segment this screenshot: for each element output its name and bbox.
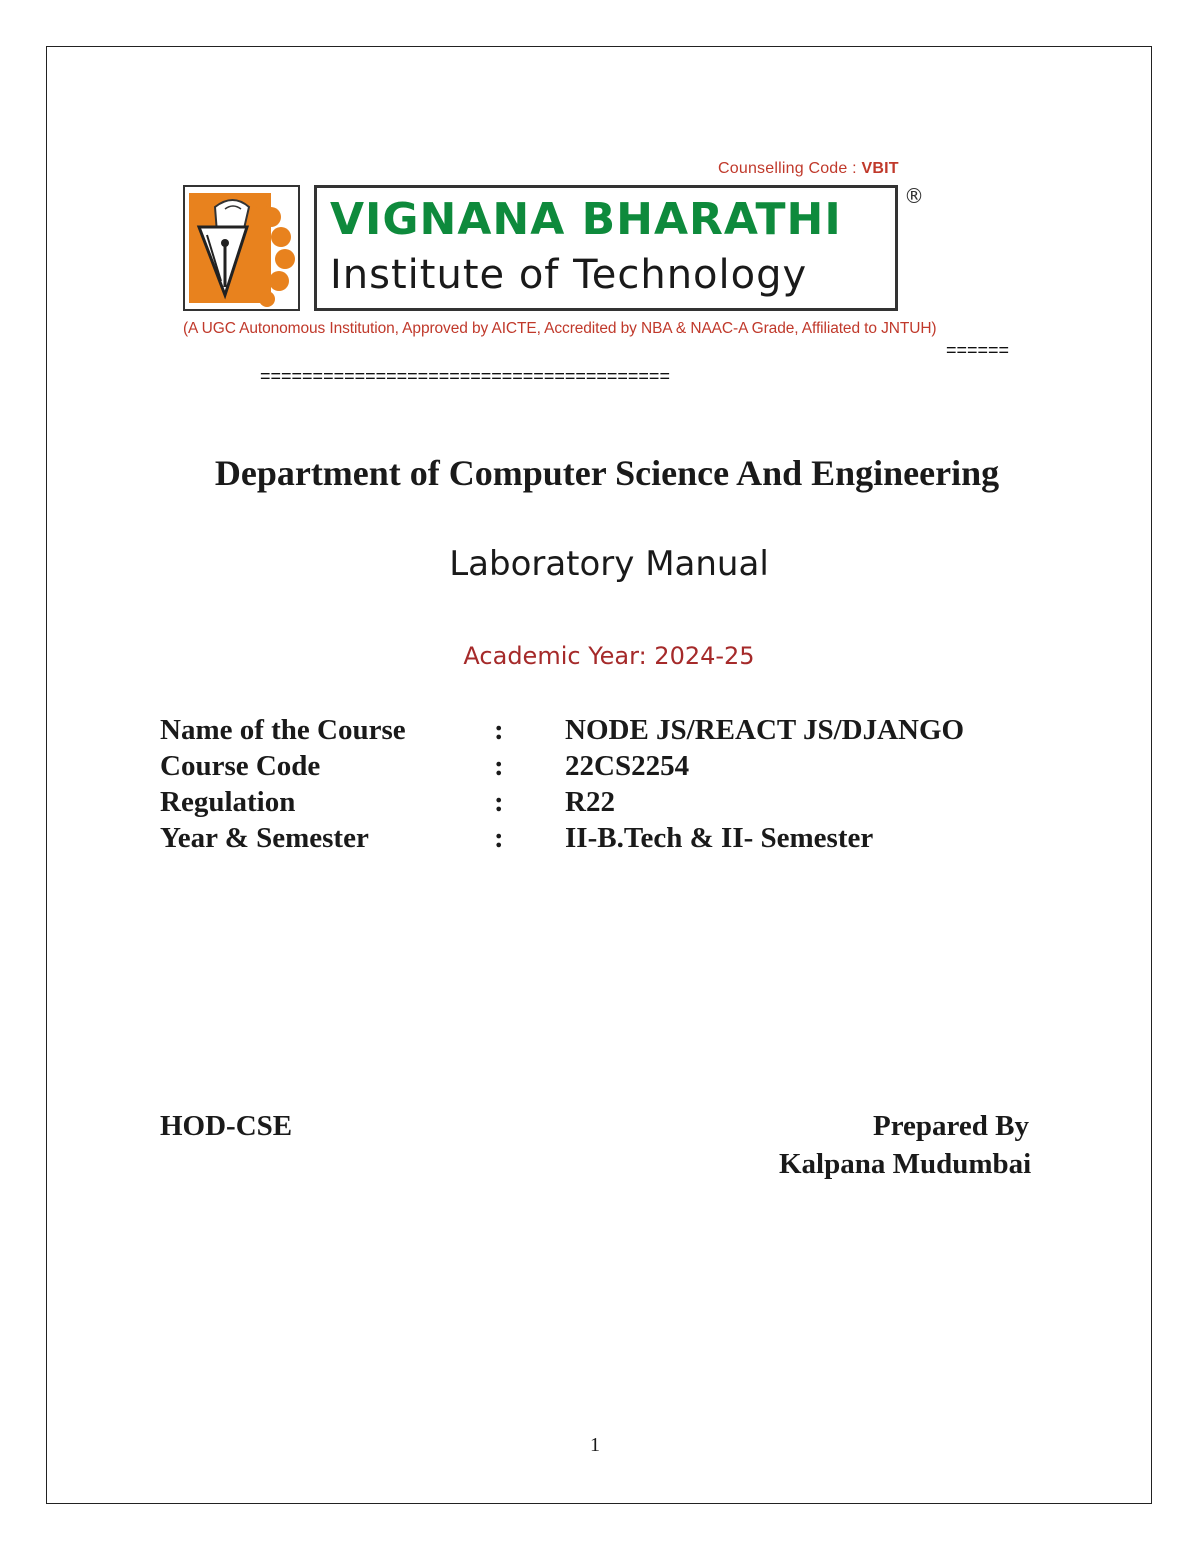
- detail-value: R22: [565, 786, 615, 818]
- detail-value: 22CS2254: [565, 750, 690, 782]
- counselling-code-value: VBIT: [861, 160, 899, 177]
- detail-separator: :: [494, 822, 504, 854]
- prepared-by-label: Prepared By: [873, 1110, 1030, 1142]
- counselling-code: Counselling Code : VBIT: [718, 160, 899, 177]
- separator-line: =======================================: [260, 366, 670, 386]
- detail-value: NODE JS/REACT JS/DJANGO: [565, 714, 965, 746]
- detail-row: [160, 714, 1040, 750]
- detail-label: Name of the Course: [160, 714, 406, 746]
- author-name: Kalpana Mudumbai: [779, 1148, 1032, 1180]
- institute-tagline: (A UGC Autonomous Institution, Approved by AICTE, Accredited by NBA & NAAC-A Grade, Affiliated to JNTUH): [183, 320, 937, 337]
- hod-signature: HOD-CSE: [160, 1110, 293, 1142]
- institute-emblem: [183, 185, 300, 311]
- detail-row: [160, 822, 1040, 858]
- detail-separator: :: [494, 786, 504, 818]
- institute-name: VIGNANA BHARATHI: [330, 194, 842, 245]
- detail-value: II-B.Tech & II- Semester: [565, 822, 874, 854]
- pen-gear-emblem-icon: [185, 187, 298, 309]
- academic-year: Academic Year: 2024-25: [463, 642, 755, 670]
- detail-separator: :: [494, 750, 504, 782]
- registered-mark: ®: [904, 184, 924, 208]
- department-title: Department of Computer Science And Engineering: [214, 453, 1000, 493]
- institute-subtitle: Institute of Technology: [330, 252, 808, 298]
- detail-row: [160, 786, 1040, 822]
- detail-label: Course Code: [160, 750, 321, 782]
- detail-label: Regulation: [160, 786, 296, 818]
- detail-separator: :: [494, 714, 504, 746]
- detail-label: Year & Semester: [160, 822, 369, 854]
- document-title: Laboratory Manual: [449, 544, 769, 584]
- page-number: 1: [590, 1434, 600, 1456]
- detail-row: [160, 750, 1040, 786]
- separator-line: ======: [946, 340, 1010, 360]
